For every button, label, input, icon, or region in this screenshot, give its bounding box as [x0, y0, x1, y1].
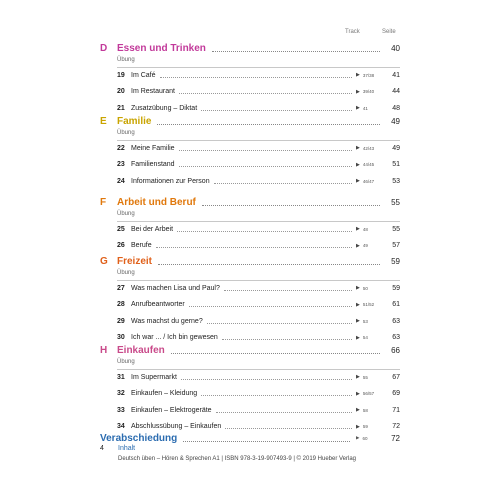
track-reference	[356, 72, 386, 78]
play-icon: ▶	[356, 145, 360, 151]
track-number: 46/47	[362, 178, 375, 184]
play-icon: ▶	[356, 407, 360, 413]
toc-entry[interactable]	[117, 422, 400, 432]
entry-number: 34	[117, 423, 125, 430]
play-icon: ▶	[356, 334, 360, 341]
track-number: 44/45	[362, 162, 375, 167]
entry-page-number: 67	[392, 373, 400, 381]
entry-title: Berufe	[131, 242, 152, 249]
entry-page-number: 57	[392, 242, 400, 249]
play-icon: ▶	[356, 226, 360, 232]
leader-dots	[202, 205, 380, 206]
entry-title: Bei der Arbeit	[131, 225, 174, 233]
section-page-number: 40	[391, 43, 400, 53]
play-icon: ▶	[356, 285, 360, 291]
section-letter: H	[100, 344, 108, 356]
farewell-page-number: 72	[391, 433, 400, 443]
track-reference	[356, 145, 386, 151]
leader-dots	[189, 306, 352, 307]
leader-dots	[201, 395, 352, 396]
track-reference	[356, 285, 386, 291]
entry-number: 21	[117, 104, 125, 112]
section-page-number: 59	[391, 256, 400, 266]
section-heading[interactable]	[100, 114, 400, 128]
toc-entry[interactable]	[117, 160, 400, 170]
leader-dots	[157, 124, 380, 125]
leader-dots	[179, 150, 352, 151]
play-icon: ▶	[356, 435, 360, 440]
section-title: Arbeit und Beruf	[117, 196, 196, 208]
section-heading[interactable]	[100, 254, 400, 268]
section-page-number: 55	[391, 197, 400, 207]
section-heading[interactable]	[100, 195, 400, 209]
leader-dots	[225, 428, 352, 429]
play-icon: ▶	[356, 423, 360, 430]
entry-title: Abschlussübung – Einkaufen	[131, 423, 222, 430]
divider	[117, 67, 400, 68]
track-number: 48	[362, 226, 368, 232]
track-reference	[356, 243, 386, 249]
section-title: Essen und Trinken	[117, 42, 206, 54]
uebung-label: Übung	[117, 211, 135, 217]
entry-number: 22	[117, 144, 125, 152]
entry-title: Einkaufen – Elektrogeräte	[131, 406, 212, 414]
track-number: 56/57	[362, 391, 375, 396]
toc-entry[interactable]	[117, 224, 400, 234]
track-number: 59	[362, 424, 368, 429]
entry-title: Im Restaurant	[131, 88, 175, 95]
track-number: 51/52	[362, 302, 375, 307]
entry-title: Informationen zur Person	[131, 177, 210, 185]
entry-title: Anrufbeantworter	[131, 301, 185, 308]
entry-number: 33	[117, 406, 125, 414]
section-letter: F	[100, 196, 107, 208]
entry-title: Familienstand	[131, 161, 175, 168]
uebung-label: Übung	[117, 130, 135, 136]
play-icon: ▶	[356, 72, 360, 78]
leader-dots	[212, 51, 380, 52]
track-number: 50	[362, 285, 368, 291]
track-number: 39/40	[362, 89, 375, 94]
leader-dots	[171, 353, 380, 354]
track-column-header: Track	[345, 29, 360, 35]
leader-dots	[216, 412, 352, 413]
section-heading[interactable]	[100, 41, 400, 55]
leader-dots	[179, 166, 352, 167]
entry-page-number: 63	[392, 317, 400, 325]
entry-title: Ich war ... / Ich bin gewesen	[131, 334, 218, 341]
footer-page-number: 4	[100, 445, 104, 452]
play-icon: ▶	[356, 318, 360, 324]
footer-title: Inhalt	[118, 445, 136, 452]
play-icon: ▶	[356, 242, 360, 249]
toc-entry[interactable]	[117, 316, 400, 326]
toc-entry[interactable]	[117, 176, 400, 186]
track-number: 58	[362, 407, 368, 413]
play-icon: ▶	[356, 178, 360, 184]
leader-dots	[222, 339, 352, 340]
leader-dots	[156, 247, 352, 248]
section-title: Freizeit	[117, 255, 153, 267]
toc-entry[interactable]	[117, 389, 400, 399]
track-number: 42/43	[362, 145, 375, 151]
entry-page-number: 71	[392, 406, 400, 414]
entry-title: Meine Familie	[131, 144, 175, 152]
track-reference	[356, 335, 386, 341]
entry-number: 24	[117, 177, 125, 185]
entry-title: Einkaufen – Kleidung	[131, 390, 198, 397]
track-reference	[356, 407, 386, 413]
entry-page-number: 55	[392, 225, 400, 233]
entry-title: Zusatzübung – Diktat	[131, 104, 198, 112]
entry-number: 27	[117, 284, 125, 292]
track-reference	[356, 435, 386, 441]
leader-dots	[177, 231, 352, 232]
toc-entry[interactable]	[117, 241, 400, 251]
entry-page-number: 49	[392, 144, 400, 152]
leader-dots	[207, 323, 352, 324]
entry-page-number: 53	[392, 177, 400, 185]
page-column-header: Seite	[382, 29, 396, 35]
section-letter: D	[100, 42, 108, 54]
toc-entry[interactable]	[117, 405, 400, 415]
entry-number: 19	[117, 71, 125, 79]
leader-dots	[160, 77, 352, 78]
leader-dots	[158, 264, 380, 265]
track-number: 37/38	[362, 72, 375, 78]
track-reference	[356, 302, 386, 308]
divider	[117, 280, 400, 281]
track-reference	[356, 374, 386, 380]
track-number: 41	[362, 105, 368, 111]
track-reference	[356, 391, 386, 397]
divider	[117, 140, 400, 141]
section-page-number: 66	[391, 345, 400, 355]
uebung-label: Übung	[117, 57, 135, 63]
entry-page-number: 48	[392, 104, 400, 112]
entry-page-number: 41	[392, 71, 400, 79]
entry-number: 31	[117, 373, 125, 381]
farewell-title: Verabschiedung	[100, 432, 178, 444]
uebung-label: Übung	[117, 359, 135, 365]
divider	[117, 369, 400, 370]
entry-title: Im Café	[131, 71, 156, 79]
track-number: 55	[362, 374, 368, 380]
play-icon: ▶	[356, 88, 360, 95]
divider	[117, 221, 400, 222]
entry-page-number: 44	[392, 88, 400, 95]
entry-number: 30	[117, 334, 125, 341]
entry-number: 25	[117, 225, 125, 233]
uebung-label: Übung	[117, 270, 135, 276]
entry-page-number: 51	[392, 161, 400, 168]
section-heading[interactable]	[100, 343, 400, 357]
play-icon: ▶	[356, 374, 360, 380]
entry-title: Was machst du gerne?	[131, 317, 203, 325]
track-number: 49	[362, 243, 368, 248]
entry-page-number: 63	[392, 334, 400, 341]
entry-number: 29	[117, 317, 125, 325]
entry-page-number: 61	[392, 301, 400, 308]
track-reference	[356, 226, 386, 232]
entry-number: 32	[117, 390, 125, 397]
leader-dots	[224, 290, 352, 291]
footer-bibliographic-line: Deutsch üben – Hören & Sprechen A1 | ISBN 978-3-19-907493-9 | © 2019 Hueber Verlag	[118, 456, 357, 462]
section-letter: G	[100, 255, 108, 267]
track-reference	[356, 89, 386, 95]
toc-entry[interactable]	[117, 143, 400, 153]
track-reference	[356, 178, 386, 184]
track-number: 53	[362, 318, 368, 324]
play-icon: ▶	[356, 161, 360, 168]
leader-dots	[181, 379, 352, 380]
leader-dots	[179, 93, 352, 94]
track-reference	[356, 162, 386, 168]
track-reference	[356, 105, 386, 111]
toc-entry[interactable]	[117, 87, 400, 97]
entry-page-number: 72	[392, 423, 400, 430]
toc-entry[interactable]	[117, 103, 400, 113]
entry-page-number: 59	[392, 284, 400, 292]
play-icon: ▶	[356, 105, 360, 111]
entry-page-number: 69	[392, 390, 400, 397]
toc-entry[interactable]	[117, 70, 400, 80]
leader-dots	[183, 441, 350, 442]
toc-entry[interactable]	[117, 283, 400, 293]
toc-entry[interactable]	[117, 300, 400, 310]
leader-dots	[214, 183, 352, 184]
section-letter: E	[100, 115, 107, 127]
track-reference	[356, 318, 386, 324]
section-title: Familie	[117, 115, 152, 127]
track-number: 54	[362, 335, 368, 340]
track-number: 60	[362, 435, 368, 441]
entry-title: Im Supermarkt	[131, 373, 177, 381]
section-title: Einkaufen	[117, 344, 165, 356]
entry-number: 23	[117, 161, 125, 168]
leader-dots	[201, 110, 352, 111]
section-page-number: 49	[391, 116, 400, 126]
toc-entry[interactable]	[117, 372, 400, 382]
entry-number: 20	[117, 88, 125, 95]
track-reference	[356, 424, 386, 430]
entry-title: Was machen Lisa und Paul?	[131, 284, 220, 292]
farewell-heading[interactable]	[100, 432, 400, 444]
toc-entry[interactable]	[117, 333, 400, 343]
play-icon: ▶	[356, 390, 360, 397]
entry-number: 26	[117, 242, 125, 249]
play-icon: ▶	[356, 301, 360, 308]
entry-number: 28	[117, 301, 125, 308]
